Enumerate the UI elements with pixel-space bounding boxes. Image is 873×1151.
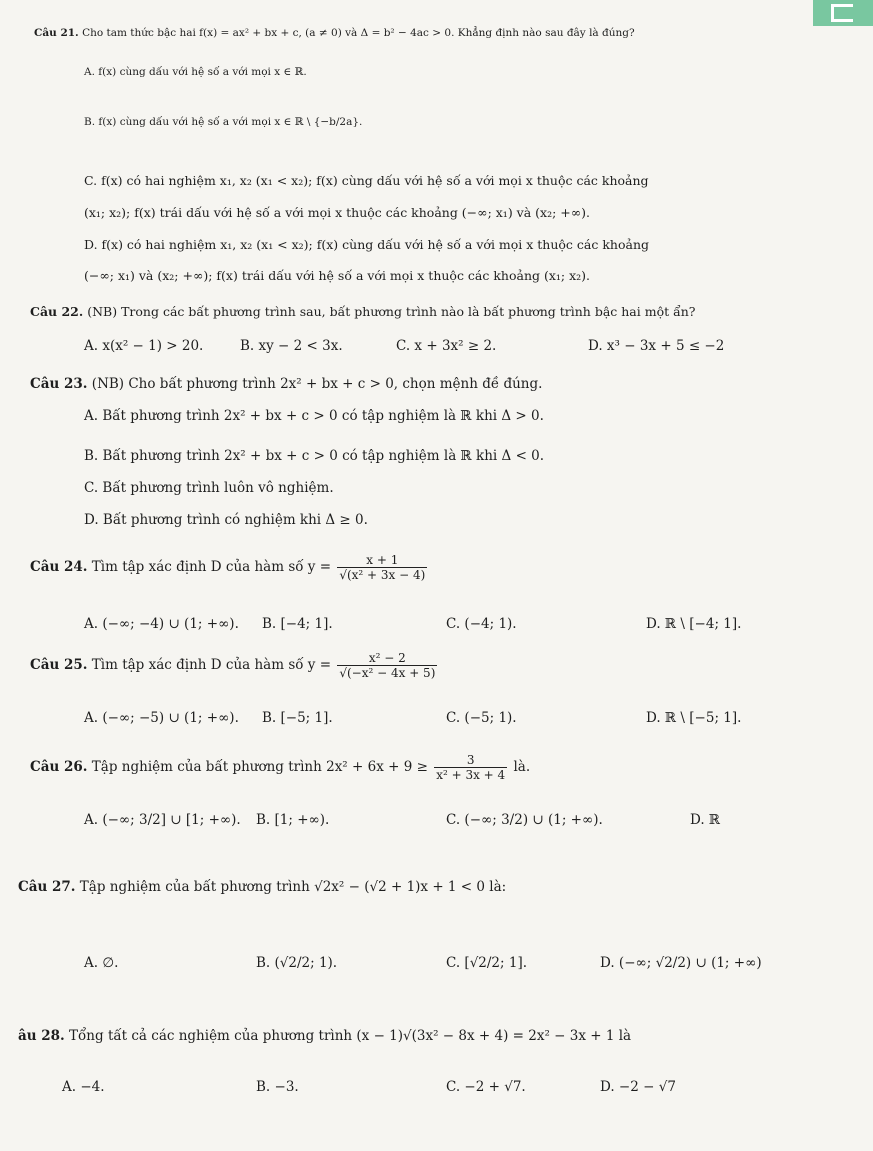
fraction-denominator: √(x² + 3x − 4) (339, 568, 426, 582)
function-fraction (337, 651, 437, 680)
question-label: âu 28. (18, 1028, 65, 1044)
question-28-stem (18, 1028, 631, 1044)
question-text: Tìm tập xác định D của hàm số y = (91, 559, 332, 575)
q23-option-c[interactable]: C. Bất phương trình luôn vô nghiệm. (84, 480, 334, 496)
q24-option-b[interactable]: B. [−4; 1]. (262, 616, 333, 632)
question-27-stem (18, 879, 506, 895)
q25-option-c[interactable]: C. (−5; 1). (446, 710, 517, 726)
q24-option-d[interactable]: D. ℝ \ [−4; 1]. (646, 616, 742, 632)
inequality-fraction (434, 753, 507, 782)
fraction-numerator: x + 1 (337, 553, 427, 568)
question-24-stem (30, 553, 429, 582)
q25-option-a[interactable]: A. (−∞; −5) ∪ (1; +∞). (84, 710, 239, 726)
q21-option-d-line1[interactable]: D. f(x) có hai nghiệm x₁, x₂ (x₁ < x₂); f(x) cùng dấu với hệ số a với mọi x thuộc các khoảng (84, 237, 649, 252)
q21-option-c-line2: (x₁; x₂); f(x) trái dấu với hệ số a với mọi x thuộc các khoảng (−∞; x₁) và (x₂; +∞). (84, 205, 591, 220)
q23-option-b[interactable]: B. Bất phương trình 2x² + bx + c > 0 có tập nghiệm là ℝ khi Δ < 0. (84, 448, 545, 464)
q28-option-a[interactable]: A. −4. (62, 1079, 105, 1095)
question-text: (NB) Trong các bất phương trình sau, bất phương trình nào là bất phương trình bậc hai một ẩn? (87, 304, 696, 319)
fraction-numerator: 3 (434, 753, 507, 768)
question-label: Câu 22. (30, 304, 84, 319)
q25-option-d[interactable]: D. ℝ \ [−5; 1]. (646, 710, 742, 726)
question-text: Cho tam thức bậc hai f(x) = ax² + bx + c, (a ≠ 0) và Δ = b² − 4ac > 0. Khẳng định nào sau đây là đúng? (82, 27, 635, 39)
question-label: Câu 26. (30, 759, 88, 775)
question-22-stem (30, 304, 696, 319)
question-label: Câu 23. (30, 376, 88, 392)
q21-option-c-line1[interactable]: C. f(x) có hai nghiệm x₁, x₂ (x₁ < x₂); f(x) cùng dấu với hệ số a với mọi x thuộc các khoảng (84, 173, 649, 188)
fraction-denominator: x² + 3x + 4 (436, 768, 506, 782)
q26-option-a[interactable]: A. (−∞; 3/2] ∪ [1; +∞). (84, 812, 241, 828)
q24-option-a[interactable]: A. (−∞; −4) ∪ (1; +∞). (84, 616, 239, 632)
q27-option-c[interactable]: C. [√2/2; 1]. (446, 955, 528, 971)
question-text: Tập nghiệm của bất phương trình 2x² + 6x + 9 ≥ (91, 759, 428, 775)
q28-option-c[interactable]: C. −2 + √7. (446, 1079, 526, 1095)
question-label: Câu 21. (34, 27, 79, 39)
question-text: (NB) Cho bất phương trình 2x² + bx + c > 0, chọn mệnh đề đúng. (91, 376, 543, 392)
q26-option-d[interactable]: D. ℝ (690, 812, 721, 828)
q26-option-c[interactable]: C. (−∞; 3/2) ∪ (1; +∞). (446, 812, 603, 828)
question-23-stem (30, 376, 542, 392)
q28-option-d[interactable]: D. −2 − √7 (600, 1079, 676, 1095)
q23-option-d[interactable]: D. Bất phương trình có nghiệm khi Δ ≥ 0. (84, 512, 368, 528)
q28-option-b[interactable]: B. −3. (256, 1079, 299, 1095)
q23-option-a[interactable]: A. Bất phương trình 2x² + bx + c > 0 có tập nghiệm là ℝ khi Δ > 0. (84, 408, 544, 424)
question-text-tail: là. (513, 759, 531, 775)
q27-option-a[interactable]: A. ∅. (84, 955, 119, 971)
q27-option-d[interactable]: D. (−∞; √2/2) ∪ (1; +∞) (600, 955, 762, 971)
question-text: Tìm tập xác định D của hàm số y = (91, 657, 332, 673)
q21-option-a[interactable]: A. f(x) cùng dấu với hệ số a với mọi x ∈ ℝ. (84, 66, 307, 78)
q22-option-d[interactable]: D. x³ − 3x + 5 ≤ −2 (588, 338, 725, 354)
logo-icon (813, 0, 873, 26)
q25-option-b[interactable]: B. [−5; 1]. (262, 710, 333, 726)
fraction-numerator: x² − 2 (337, 651, 437, 666)
q21-option-b[interactable]: B. f(x) cùng dấu với hệ số a với mọi x ∈ ℝ \ {−b/2a}. (84, 116, 363, 128)
question-text: Tập nghiệm của bất phương trình √2x² − (√2 + 1)x + 1 < 0 là: (79, 879, 507, 895)
q22-option-b[interactable]: B. xy − 2 < 3x. (240, 338, 343, 354)
function-fraction (337, 553, 427, 582)
question-26-stem (30, 753, 530, 782)
question-label: Câu 24. (30, 559, 88, 575)
question-text: Tổng tất cả các nghiệm của phương trình (x − 1)√(3x² − 8x + 4) = 2x² − 3x + 1 là (69, 1028, 632, 1044)
question-21-stem (34, 27, 635, 39)
question-label: Câu 25. (30, 657, 88, 673)
q26-option-b[interactable]: B. [1; +∞). (256, 812, 330, 828)
q24-option-c[interactable]: C. (−4; 1). (446, 616, 517, 632)
q22-option-a[interactable]: A. x(x² − 1) > 20. (84, 338, 204, 354)
question-25-stem (30, 651, 439, 680)
q21-option-d-line2: (−∞; x₁) và (x₂; +∞); f(x) trái dấu với hệ số a với mọi x thuộc các khoảng (x₁; x₂). (84, 268, 591, 283)
question-label: Câu 27. (18, 879, 76, 895)
fraction-denominator: √(−x² − 4x + 5) (339, 666, 436, 680)
q27-option-b[interactable]: B. (√2/2; 1). (256, 955, 338, 971)
q22-option-c[interactable]: C. x + 3x² ≥ 2. (396, 338, 497, 354)
